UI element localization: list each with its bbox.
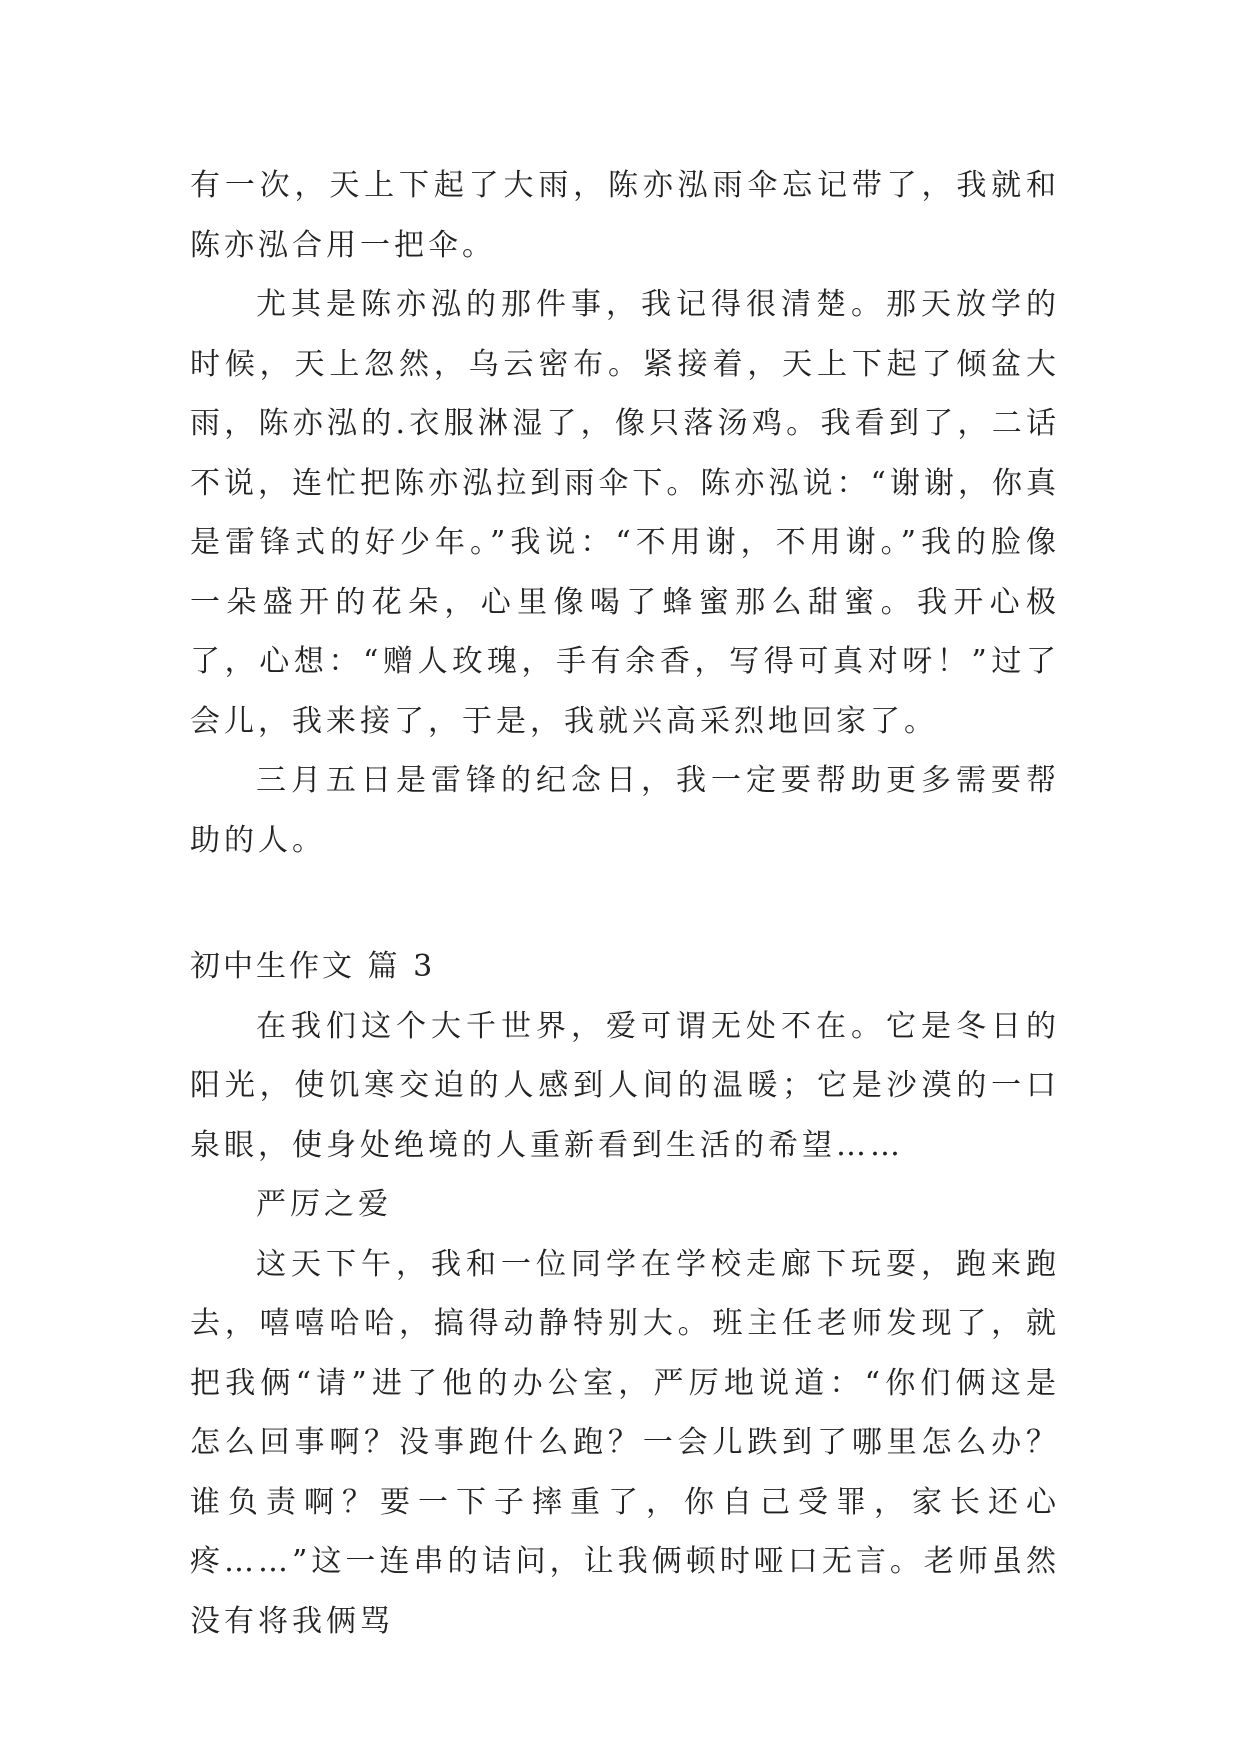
paragraph-love-intro: 在我们这个大千世界，爱可谓无处不在。它是冬日的阳光，使饥寒交迫的人感到人间的温暖；它是沙漠的一口泉眼，使身处绝境的人重新看到生活的希望…… [190,1008,1060,1163]
paragraph-umbrella-story: 尤其是陈亦泓的那件事，我记得很清楚。那天放学的时候，天上忽然，乌云密布。紧接着，天上下起了倾盆大雨，陈亦泓的.衣服淋湿了，像只落汤鸡。我看到了，二话不说，连忙把陈亦泓拉到雨伞下。陈亦泓说：“谢谢，你真是雷锋式的好少年。”我说：“不用谢，不用谢。”我的脸像一朵盛开的花朵，心里像喝了蜂蜜那么甜蜜。我开心极了，心想：“赠人玫瑰，手有余香，写得可真对呀！”过了会儿，我来接了，于是，我就兴高采烈地回家了。 [190,287,1060,739]
section-heading: 初中生作文 篇 3 [190,949,436,984]
subheading-strict-love: 严厉之爱 [256,1187,392,1222]
paragraph-lei-feng-day: 三月五日是雷锋的纪念日，我一定要帮助更多需要帮助的人。 [190,763,1060,858]
paragraph-hallway-story: 这天下午，我和一位同学在学校走廊下玩耍，跑来跑去，嘻嘻哈哈，搞得动静特别大。班主任老师发现了，就把我俩“请”进了他的办公室，严厉地说道：“你们俩这是怎么回事啊？没事跑什么跑？一会儿跌到了哪里怎么办？谁负责啊？要一下子摔重了，你自己受罪，家长还心疼……”这一连串的诘问，让我俩顿时哑口无言。老师虽然没有将我俩骂 [190,1246,1060,1639]
section-spacer [190,870,1060,937]
document-page [190,156,1060,1651]
paragraph-umbrella-intro: 有一次，天上下起了大雨，陈亦泓雨伞忘记带了，我就和陈亦泓合用一把伞。 [190,168,1060,263]
